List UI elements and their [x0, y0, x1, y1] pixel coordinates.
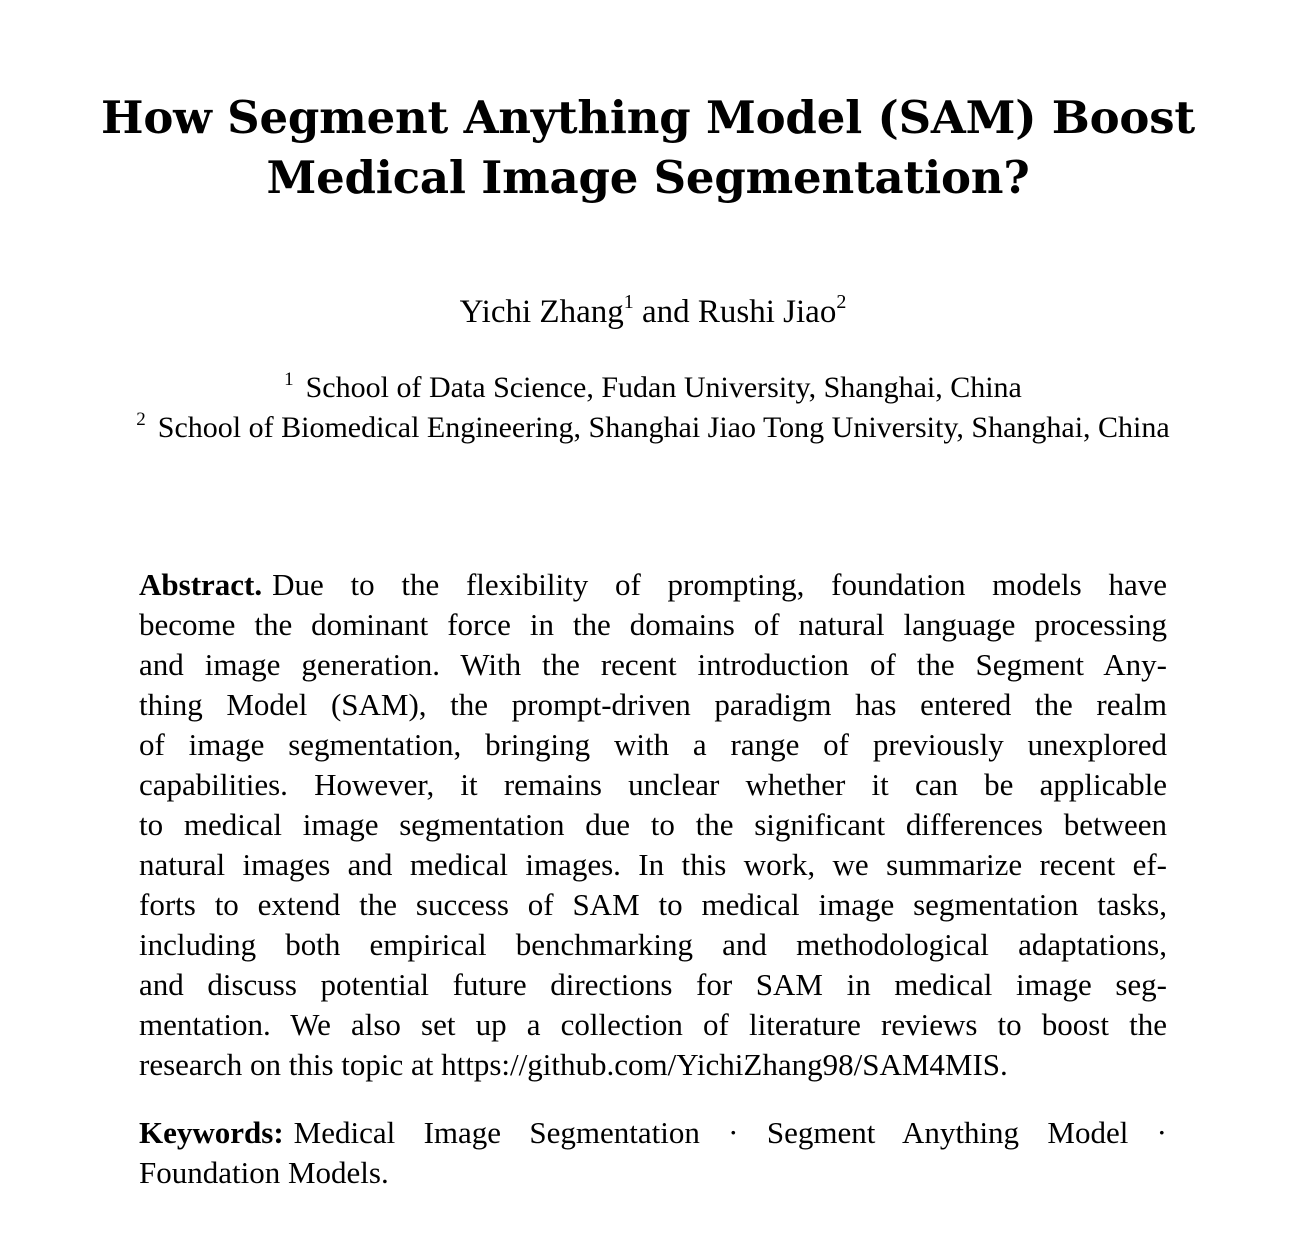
author-affiliation-mark: 2 — [836, 291, 847, 313]
paper-title-line-1: How Segment Anything Model (SAM) Boost — [101, 91, 1195, 144]
abstract-line: natural images and medical images. In this work, we summarize recent ef- — [139, 847, 1167, 882]
keywords-label: Keywords: — [139, 1115, 284, 1150]
author-name: Rushi Jiao — [697, 294, 837, 330]
abstract-line: become the dominant force in the domains of natural language processing — [139, 607, 1167, 642]
affiliation-text: School of Data Science, Fudan University, Shanghai, China — [305, 371, 1022, 404]
abstract-line: research on this topic at https://github.com/YichiZhang98/SAM4MIS. — [139, 1047, 1008, 1082]
abstract-text: Due to the flexibility of prompting, foundation models have — [272, 567, 1167, 602]
abstract-line: mentation. We also set up a collection of literature reviews to boost the — [139, 1007, 1167, 1042]
paper-title — [0, 88, 1296, 208]
keywords-line: Foundation Models. — [139, 1155, 389, 1190]
abstract-label: Abstract. — [139, 567, 263, 602]
abstract-line: forts to extend the success of SAM to medical image segmentation tasks, — [139, 887, 1167, 922]
abstract-line: to medical image segmentation due to the significant differences between — [139, 807, 1167, 842]
affiliation-mark: 2 — [136, 409, 146, 430]
affiliation-item — [0, 368, 1296, 408]
affiliation-mark: 1 — [284, 369, 294, 390]
affiliation-text: School of Biomedical Engineering, Shanghai Jiao Tong University, Shanghai, China — [157, 411, 1170, 444]
abstract-line: and discuss potential future directions for SAM in medical image seg- — [139, 967, 1167, 1002]
abstract-line: capabilities. However, it remains unclear whether it can be applicable — [139, 767, 1167, 802]
abstract-line: including both empirical benchmarking and methodological adaptations, — [139, 927, 1167, 962]
abstract-line: of image segmentation, bringing with a range of previously unexplored — [139, 727, 1167, 762]
paper-title-line-2: Medical Image Segmentation? — [266, 151, 1030, 204]
author-joiner: and — [633, 294, 698, 330]
affiliation-list — [0, 368, 1296, 448]
keywords-text: Medical Image Segmentation · Segment Anything Model · — [293, 1115, 1167, 1150]
author-list — [0, 290, 1296, 334]
abstract-line: thing Model (SAM), the prompt-driven paradigm has entered the realm — [139, 687, 1167, 722]
abstract — [139, 565, 1167, 1085]
abstract-line: and image generation. With the recent introduction of the Segment Any- — [139, 647, 1167, 682]
keywords — [139, 1113, 1167, 1193]
author-affiliation-mark: 1 — [623, 291, 634, 313]
keywords-line — [139, 1113, 1167, 1153]
author-name: Yichi Zhang — [459, 294, 624, 330]
affiliation-item — [0, 408, 1296, 448]
abstract-line — [139, 565, 1167, 605]
